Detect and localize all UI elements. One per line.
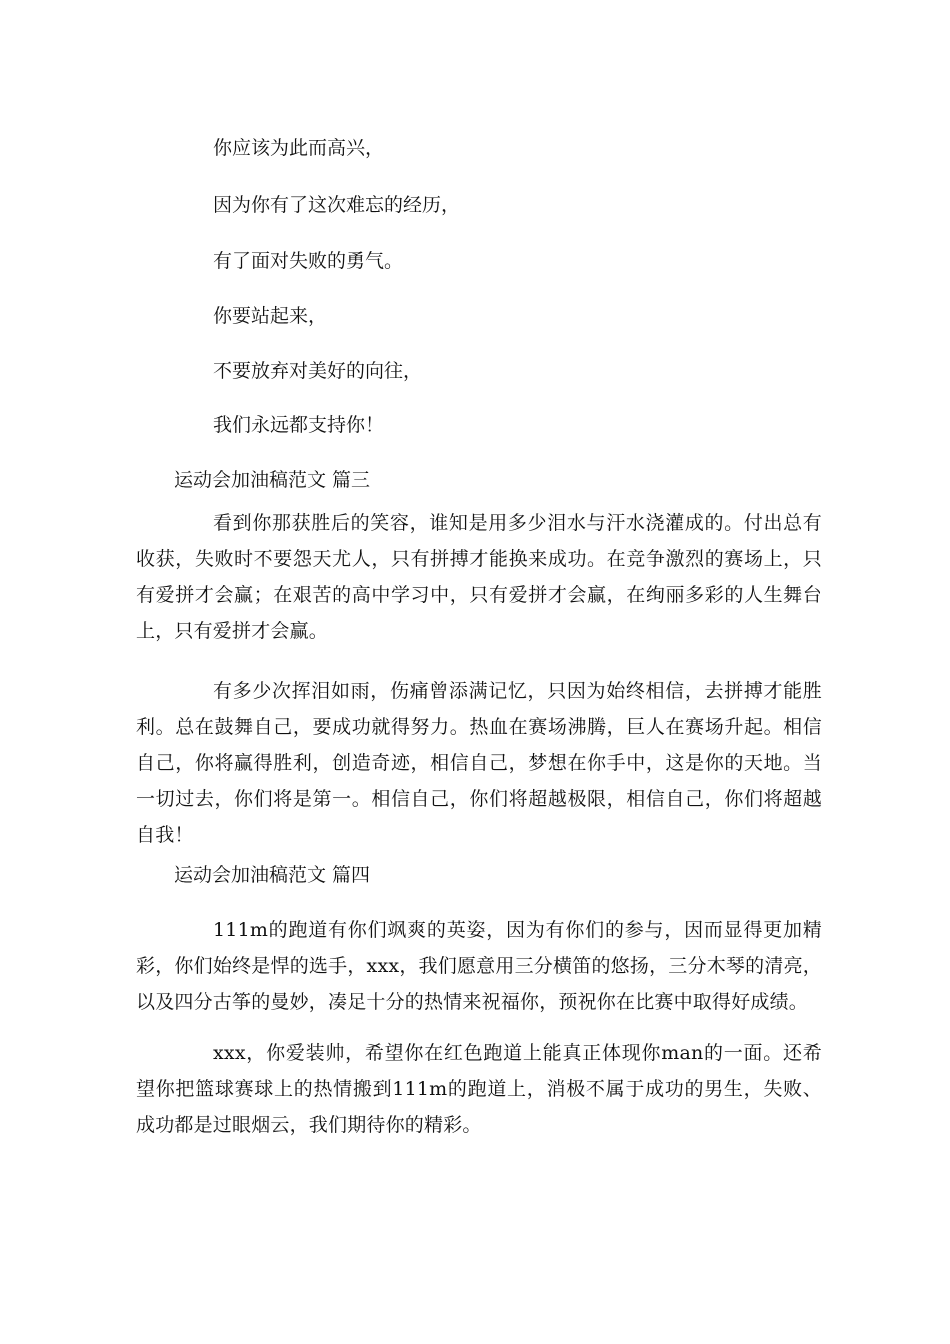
paragraph: 看到你那获胜后的笑容，谁知是用多少泪水与汗水浇灌成的。付出总有收获，失败时不要怨天尤人，只有拼搏才能换来成功。在竞争激烈的赛场上，只有爱拼才会赢；在艰苦的高中学习中，只有爱拼才会赢，在绚丽多彩的人生舞台上，只有爱拼才会赢。 — [136, 512, 822, 642]
verse-line: 你应该为此而高兴， — [213, 137, 385, 159]
verse-line: 不要放弃对美好的向往， — [213, 360, 423, 382]
verse-line: 你要站起来， — [213, 305, 328, 327]
paragraph: xxx，你爱装帅，希望你在红色跑道上能真正体现你man的一面。还希望你把篮球赛球上的热情搬到111m的跑道上，消极不属于成功的男生，失败、成功都是过眼烟云，我们期待你的精彩。 — [136, 1042, 822, 1136]
verse-line: 因为你有了这次难忘的经历， — [213, 194, 461, 216]
paragraph: 有多少次挥泪如雨，伤痛曾添满记忆，只因为始终相信，去拼搏才能胜利。总在鼓舞自己，要成功就得努力。热血在赛场沸腾，巨人在赛场升起。相信自己，你将赢得胜利，创造奇迹，相信自己，梦想在你手中，这是你的天地。当一切过去，你们将是第一。相信自己，你们将超越极限，相信自己，你们将超越自我！ — [136, 680, 822, 846]
verse-line: 我们永远都支持你！ — [213, 414, 385, 436]
paragraph: 111m的跑道有你们飒爽的英姿，因为有你们的参与，因而显得更加精彩，你们始终是悍的选手，xxx，我们愿意用三分横笛的悠扬，三分木琴的清亮，以及四分古筝的曼妙，凑足十分的热情来祝福你，预祝你在比赛中取得好成绩。 — [136, 919, 822, 1013]
verse-line: 有了面对失败的勇气。 — [213, 250, 404, 272]
section-heading: 运动会加油稿范文 篇四 — [174, 864, 371, 886]
section-heading: 运动会加油稿范文 篇三 — [174, 469, 371, 491]
